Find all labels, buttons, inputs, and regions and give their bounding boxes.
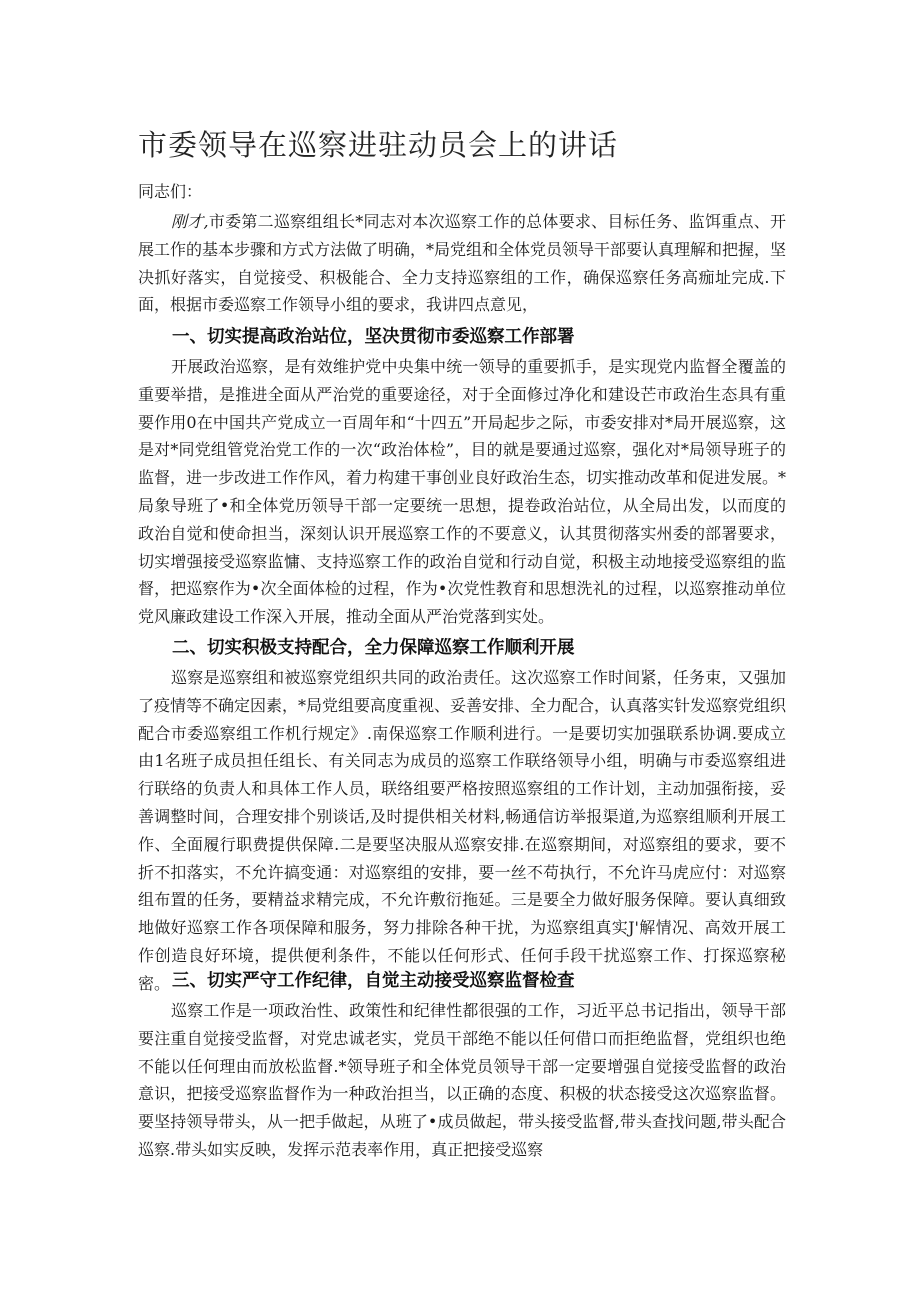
intro-paragraph [138, 208, 786, 319]
greeting: 同志们： [138, 182, 203, 201]
section-2-heading: 二、切实积极支持配合，全力保障巡察工作顺利开展 [172, 638, 575, 658]
section-2-body: 巡察是巡察组和被巡察党组织共同的政治责任。这次巡察工作时间紧，任务束，又强加了疫情等不确定因素，*局党组要高度重视、妥善安排、全力配合，认真落实针发巡察党组织配合市委巡察组工作机行规定》.南保巡察工作顺利进行。一是要切实加强联系协调.要成立由1名班子成员担任组长、有关同志为成员的巡察工作联络领导小组，明确与市委巡察组进行联络的负责人和具体工作人员，联络组要严格按照巡察组的工作计划，主动加强衔接，妥善调整时间，合理安排个别谈话,及时提供相关材料,畅通信访举报渠道,为巡察组顺利开展工作、全面履行职费提供保障.二是要坚决服从巡察安排.在巡察期间，对巡察组的要求，要不折不扣落实，不允许搞变通：对巡察组的安排，要一丝不苟执行，不允许马虎应付：对巡察组布置的任务，要精益求精完成，不允许敷衍拖延。三是要全力做好服务保障。要认真细致地做好巡察工作各项保障和服务，努力排除各种干扰，为巡察组真实J'解情况、高效开展工作创造良好环境，提供便利条件，不能以任何形式、任何手段干扰巡察工作、打探巡察秘密。 [138, 668, 787, 993]
document-title: 市委领导在巡察进驻动员会上的讲话 [138, 128, 619, 162]
section-1-heading: 一、切实提高政治站位，坚决贯彻市委巡察工作部署 [172, 327, 575, 347]
section-1-body: 开展政治巡察，是有效维护党中央集中统一领导的重要抓手，是实现党内监督全覆盖的重要举措，是推进全面从严治党的重要途径，对于全面修过净化和建设芒市政治生态具有重要作用0在中国共产党成立一百周年和“十四五”开局起步之际，市委安排对*局开展巡察，这是对*同党组管党治党工作的一次“政治体检”，目的就是要通过巡察，强化对*局领导班子的监督，进一步改进工作作风，着力构建干事创业良好政治生态，切实推动改革和促进发展。*局象导班了•和全体党历领导干部一定要统一思想，提卷政治站位，从全局出发，以而度的政治自觉和使命担当，深刻认识开展巡察工作的不要意义，认其贯彻落实州委的部署要求，切实增强接受巡察监慵、支持巡察工作的政治自觉和行动自觉，积极主动地接受巡察组的监督，把巡察作为•次全面体检的过程，作为•次党性教育和思想洗礼的过程，以巡察推动单位党风廉政建设工作深入开展，推动全面从严治党落到实处。 [138, 357, 787, 627]
intro-text: 市委第二巡察组组长*同志对本次巡察工作的总体要求、目标任务、监饵重点、开展工作的基本步骤和方式方法做了明确，*局党组和全体党员领导干部要认真理解和把握，坚决抓好落实，自觉接受、积极能合、全力支持巡察组的工作，确保巡察任务高痂址完成.下面，根据市委巡察工作领导小组的要求，我讲四点意见， [138, 212, 787, 315]
intro-lead: 刚才, [171, 212, 209, 231]
section-3-heading: 三、切实严守工作纪律，自觉主动接受巡察监督检查 [172, 971, 575, 991]
section-3-body: 巡察工作是一项政治性、政策性和纪律性都很强的工作，习近平总书记指出，领导干部要注重自觉接受监督，对党忠诚老实，党员干部绝不能以任何借口而拒绝监督，党组织也绝不能以任何理由而放松监督.*领导班子和全体党员领导干部一定要增强自觉接受监督的政治意识，把接受巡察监督作为一种政治担当，以正确的态度、积极的状态接受这次巡察监督。要坚持领导带头，从一把手做起，从班了•成员做起，带头接受监督,带头查找问题,带头配合巡察.带头如实反映，发挥示范表率作用，真正把接受巡察 [138, 1001, 786, 1159]
